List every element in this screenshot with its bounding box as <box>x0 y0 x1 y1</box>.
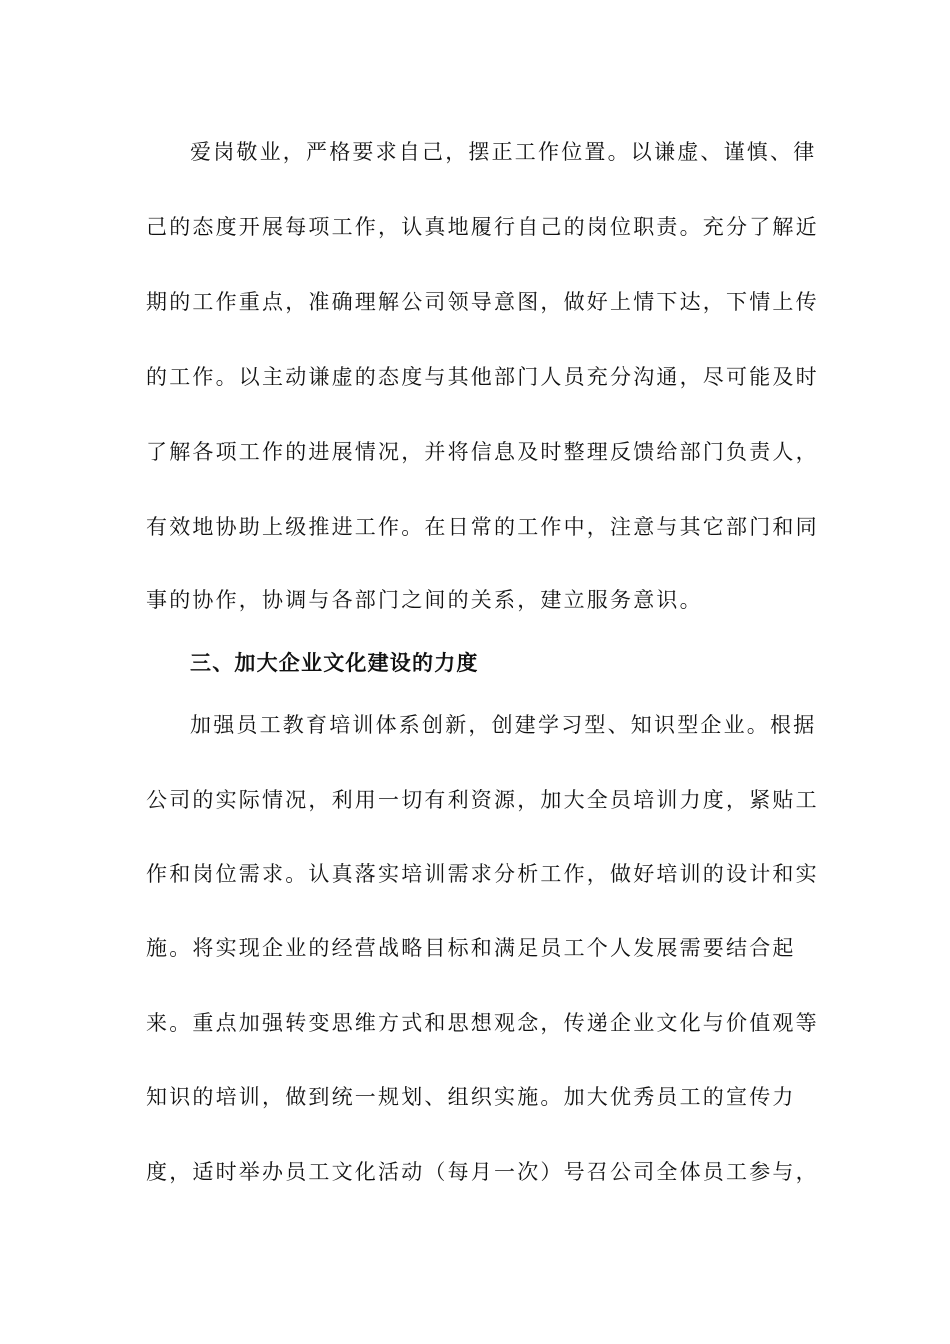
paragraph2-line-2: 公司的实际情况，利用一切有利资源，加大全员培训力度，紧贴工 <box>146 788 819 812</box>
paragraph2-line-5: 来。重点加强转变思维方式和思想观念，传递企业文化与价值观等 <box>146 1011 819 1035</box>
paragraph2-line-4: 施。将实现企业的经营战略目标和满足员工个人发展需要结合起 <box>146 936 796 960</box>
paragraph2-line-6: 知识的培训，做到统一规划、组织实施。加大优秀员工的宣传力 <box>146 1085 796 1109</box>
paragraph2-line-1: 加强员工教育培训体系创新，创建学习型、知识型企业。根据 <box>190 713 817 737</box>
paragraph1-line-1: 爱岗敬业，严格要求自己，摆正工作位置。以谦虚、谨慎、律 <box>190 140 817 164</box>
section-heading-3: 三、加大企业文化建设的力度 <box>190 651 479 675</box>
paragraph1-line-5: 了解各项工作的进展情况，并将信息及时整理反馈给部门负责人， <box>146 440 819 464</box>
paragraph1-line-3: 期的工作重点，准确理解公司领导意图，做好上情下达，下情上传 <box>146 290 819 314</box>
paragraph1-line-2: 己的态度开展每项工作，认真地履行自己的岗位职责。充分了解近 <box>146 215 819 239</box>
paragraph2-line-3: 作和岗位需求。认真落实培训需求分析工作，做好培训的设计和实 <box>146 862 819 886</box>
paragraph1-line-6: 有效地协助上级推进工作。在日常的工作中，注意与其它部门和同 <box>146 515 819 539</box>
paragraph1-line-4: 的工作。以主动谦虚的态度与其他部门人员充分沟通，尽可能及时 <box>146 365 819 389</box>
paragraph2-line-7: 度，适时举办员工文化活动（每月一次）号召公司全体员工参与， <box>146 1160 819 1184</box>
paragraph1-line-7: 事的协作，协调与各部门之间的关系，建立服务意识。 <box>146 588 703 612</box>
